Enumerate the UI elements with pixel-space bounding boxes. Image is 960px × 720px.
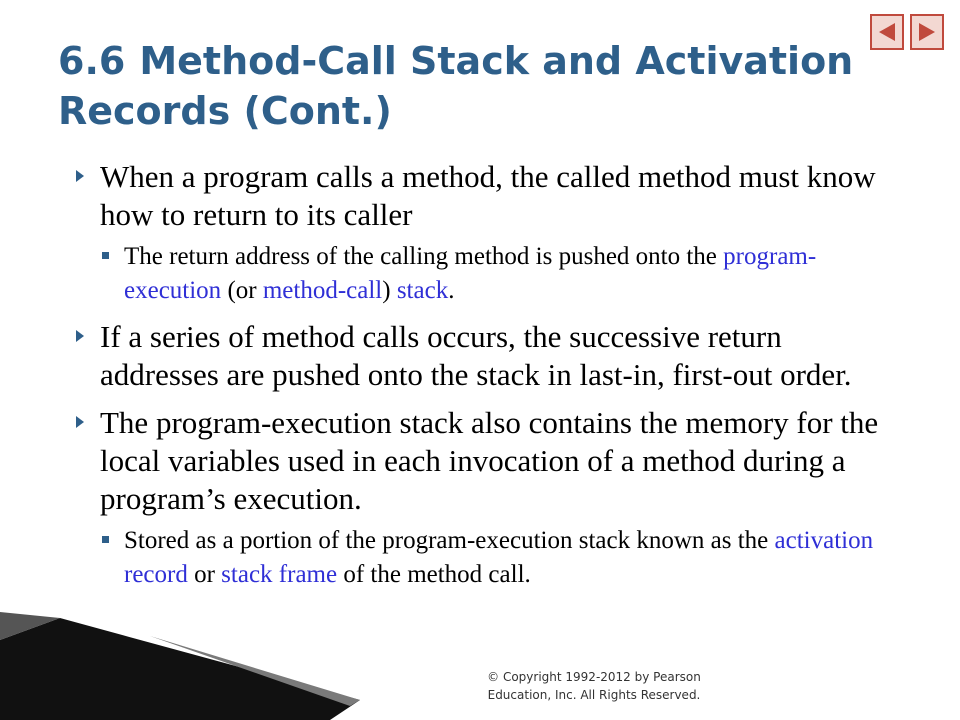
sub-bullet-text-pre: The return address of the calling method is pushed onto the [124, 243, 724, 270]
term-method-call: method-call [262, 277, 383, 304]
square-bullet-icon [102, 252, 109, 259]
slide-title [58, 36, 858, 136]
sub-bullet-item [102, 524, 904, 592]
slide-content [74, 158, 904, 602]
copyright-line-1: © Copyright 1992-2012 by Pearson [487, 670, 701, 684]
square-bullet-icon [102, 536, 109, 543]
bullet-arrow-icon [74, 329, 86, 343]
title-text: Method-Call Stack and Activation Records (Cont.) [58, 39, 854, 133]
term-activation-record: activation record [124, 527, 874, 588]
section-number: 6.6 [58, 39, 126, 83]
sub-bullet-text-post: . [448, 277, 455, 304]
bullet-text: If a series of method calls occurs, the successive return addresses are pushed onto the stack in last-in, first-out order. [100, 319, 852, 392]
bullet-text: When a program calls a method, the called method must know how to return to its caller [100, 159, 876, 232]
slide-navigation [870, 14, 944, 50]
sub-bullet-text-mid1: (or [221, 277, 263, 304]
previous-slide-button[interactable] [870, 14, 904, 50]
bullet-item [74, 318, 904, 394]
bullet-arrow-icon [74, 169, 86, 183]
bullet-item [74, 158, 904, 234]
copyright-line-2: Education, Inc. All Rights Reserved. [487, 688, 701, 702]
next-slide-button[interactable] [910, 14, 944, 50]
sub-bullet-text-pre: Stored as a portion of the program-execution stack known as the [124, 527, 775, 554]
term-stack: stack [396, 277, 449, 304]
sub-bullet-text-mid2: ) [382, 277, 397, 304]
bullet-text: The program-execution stack also contains the memory for the local variables used in each invocation of a method during a program’s execution. [100, 405, 879, 516]
bullet-item [74, 404, 904, 518]
term-stack-frame: stack frame [221, 561, 338, 588]
copyright-notice [444, 668, 744, 704]
triangle-right-icon [916, 21, 938, 43]
sub-bullet-item [102, 240, 904, 308]
triangle-left-icon [876, 21, 898, 43]
term-program-execution: program-execution [124, 243, 817, 304]
sub-bullet-text-post: of the method call. [337, 561, 531, 588]
sub-bullet-text-mid1: or [187, 561, 222, 588]
bullet-arrow-icon [74, 415, 86, 429]
